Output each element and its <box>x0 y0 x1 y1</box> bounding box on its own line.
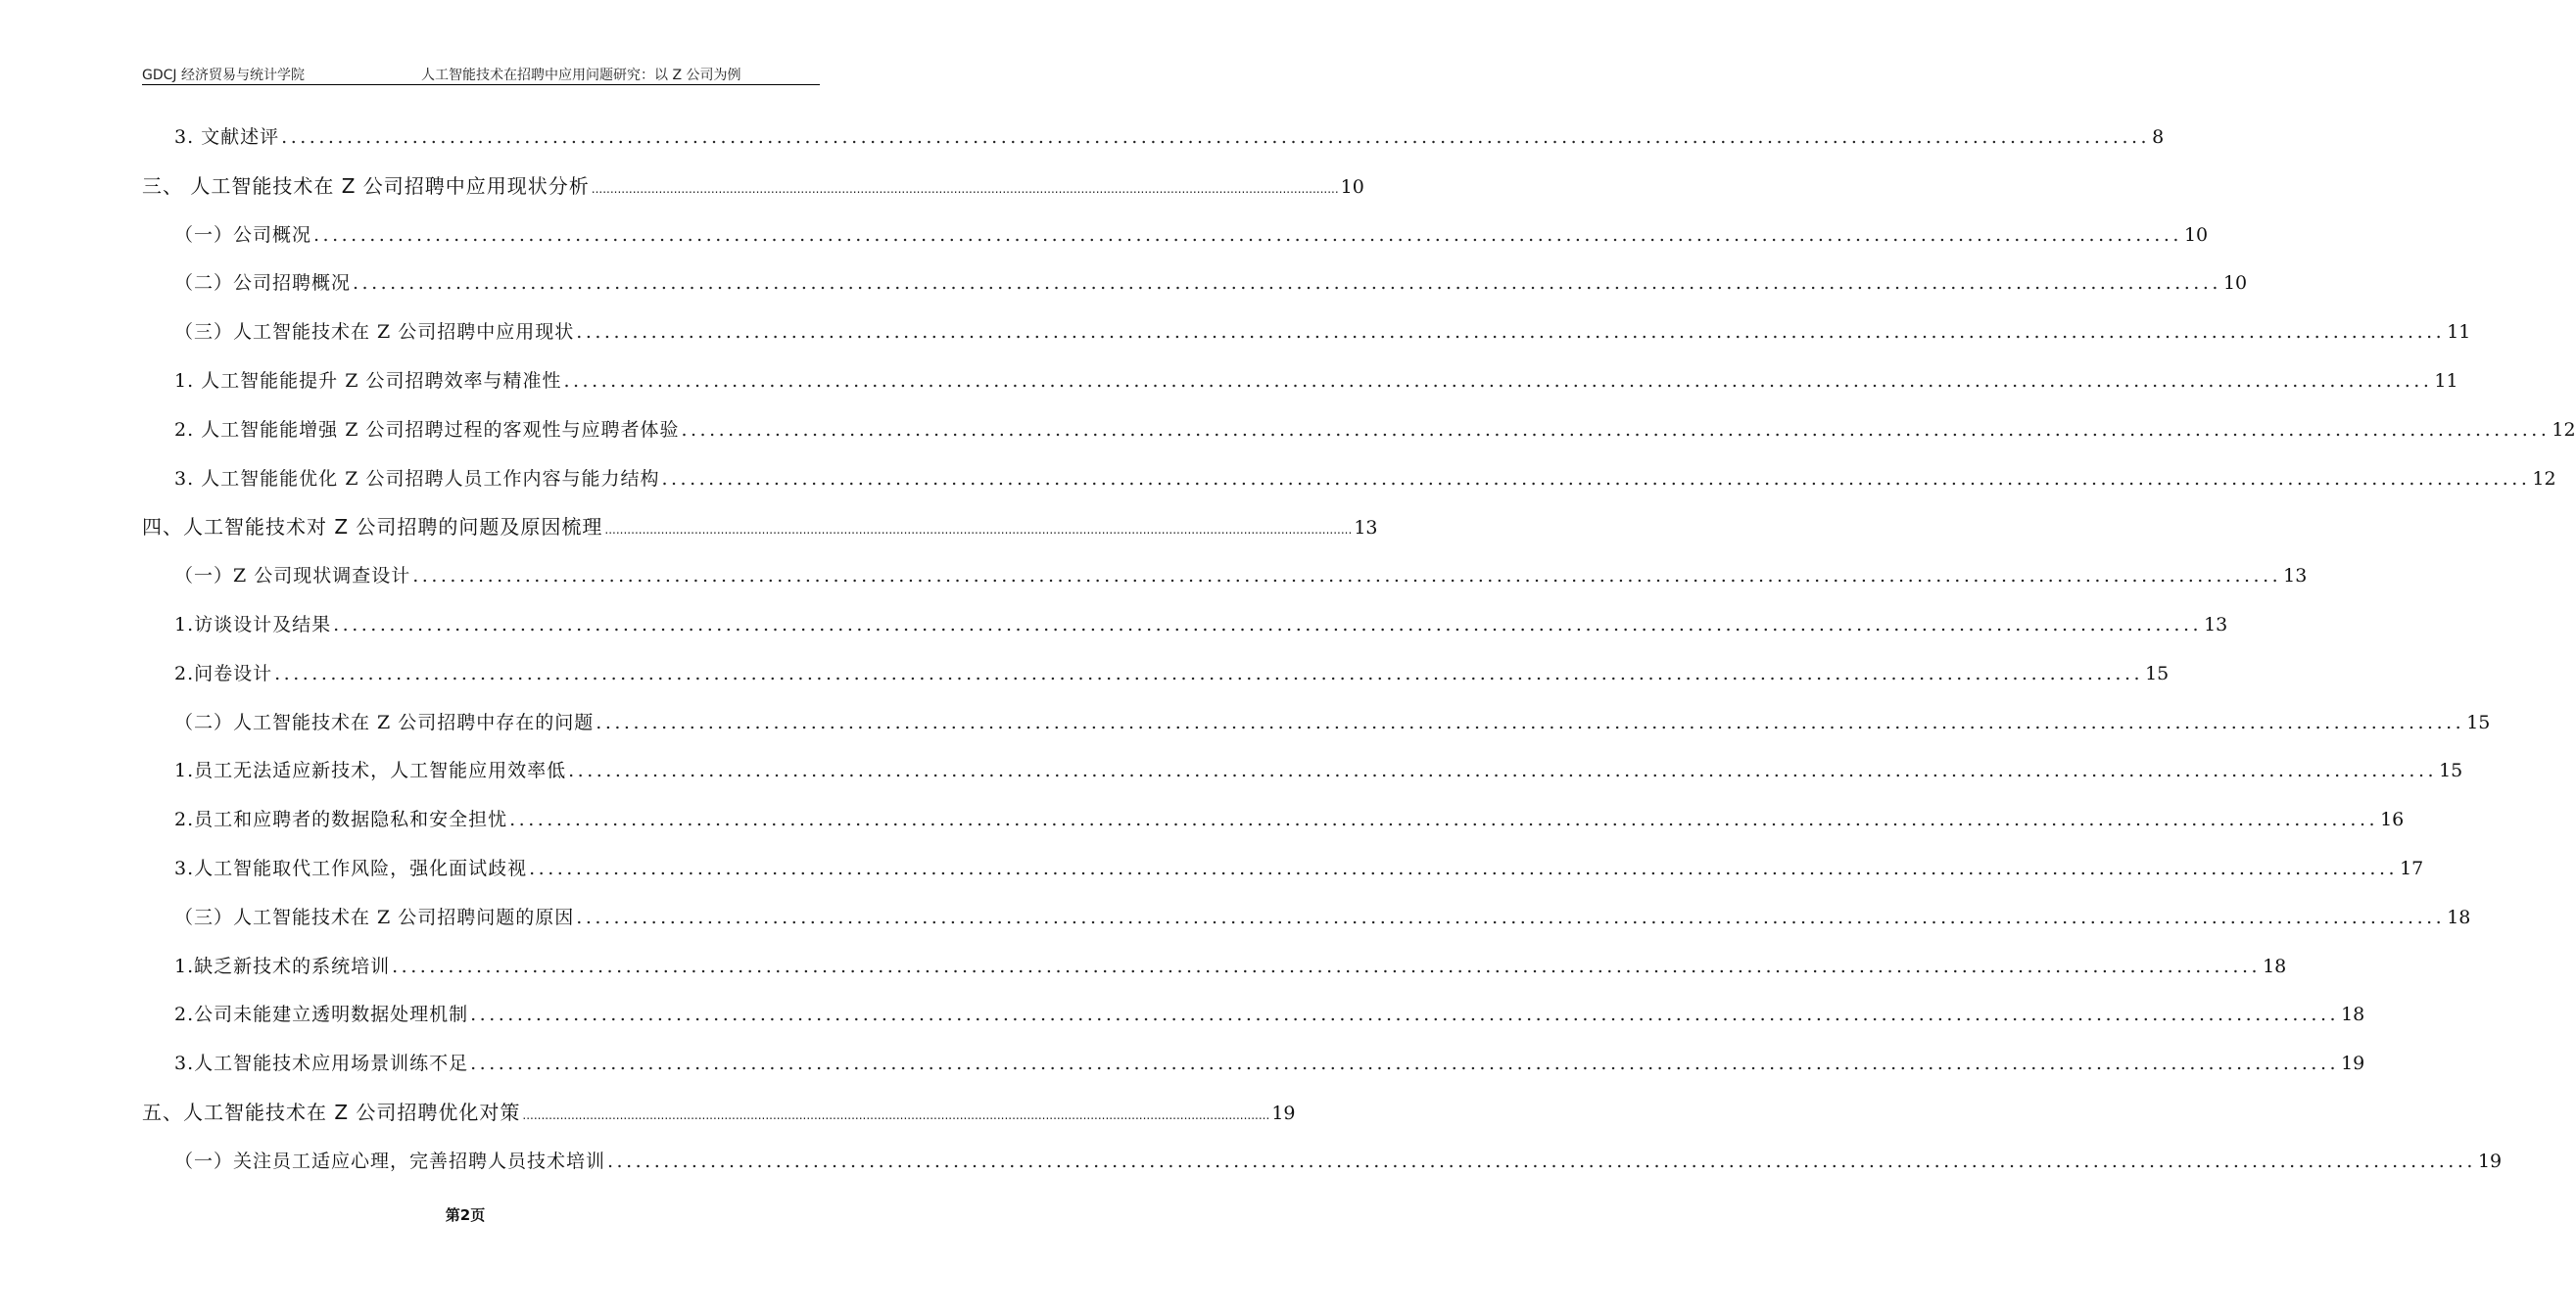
toc-leader-dots: ........................................................................................................................................................................................................ <box>568 760 2438 782</box>
toc-entry-title: 3. 文献述评 <box>174 126 280 148</box>
toc-entry[interactable] <box>174 561 2308 590</box>
toc-entry-title: （二）公司招聘概况 <box>174 272 352 295</box>
toc-leader-dots: ........................................................................................................................................................................................................ <box>529 858 2399 879</box>
toc-entry[interactable] <box>174 1147 2503 1176</box>
toc-entry-page-number: 16 <box>2380 809 2405 831</box>
page-header <box>142 65 820 85</box>
toc-entry-page-number: 18 <box>2341 1004 2365 1026</box>
toc-entry-title: （一）公司概况 <box>174 223 312 246</box>
toc-leader-dots: ........................................................................................................................................................................................................ <box>681 418 2551 441</box>
toc-entry[interactable] <box>174 1000 2365 1029</box>
toc-entry-title: （一）关注员工适应心理，完善招聘人员技术培训 <box>174 1150 606 1172</box>
toc-leader-dots: ........................................................................................................................................................................................................ <box>576 321 2446 344</box>
toc-entry[interactable] <box>174 220 2209 250</box>
toc-entry-title: （三）人工智能技术在 Z 公司招聘问题的原因 <box>174 906 575 928</box>
toc-entry-title: 1.员工无法适应新技术，人工智能应用效率低 <box>174 760 567 782</box>
toc-entry-page-number: 15 <box>2145 662 2170 684</box>
toc-entry[interactable] <box>174 708 2491 737</box>
toc-entry[interactable] <box>174 464 2556 494</box>
toc-entry-page-number: 18 <box>2447 906 2471 928</box>
toc-entry-title: 3. 人工智能能优化 Z 公司招聘人员工作内容与能力结构 <box>174 467 660 490</box>
toc-leader-dots: ........................................................................................................................................................................................................ <box>470 1053 2340 1075</box>
toc-leader-dots: ........................................................................................................................................................................................................ <box>470 1004 2340 1026</box>
toc-entry[interactable] <box>174 122 2165 152</box>
toc-entry[interactable] <box>174 415 2576 445</box>
toc-entry-page-number: 13 <box>2283 565 2308 588</box>
toc-leader-dots: ........................................................................................................................................................................................................ <box>607 1150 2476 1172</box>
toc-entry-page-number: 11 <box>2434 370 2458 392</box>
toc-entry[interactable] <box>174 805 2405 834</box>
toc-entry-page-number: 11 <box>2447 321 2471 344</box>
page-number: 第2页 <box>445 1206 486 1224</box>
toc-entry-title: 1. 人工智能能提升 Z 公司招聘效率与精准性 <box>174 370 562 392</box>
toc-entry-title: 3.人工智能技术应用场景训练不足 <box>174 1053 469 1075</box>
toc-entry[interactable] <box>174 659 2170 688</box>
toc-entry-page-number: 10 <box>1340 175 1364 198</box>
toc-entry-title: 四、人工智能技术对 Z 公司招聘的问题及原因梳理 <box>142 515 603 540</box>
toc-entry-title: （一）Z 公司现状调查设计 <box>174 565 411 588</box>
toc-entry[interactable] <box>174 903 2471 932</box>
toc-entry-page-number: 10 <box>2183 223 2209 246</box>
toc-leader-dots: ........................................................................................................................................................................................................ <box>596 711 2465 733</box>
toc-entry-page-number: 18 <box>2263 955 2287 977</box>
toc-entry-page-number: 13 <box>2204 614 2228 635</box>
toc-entry-title: 2.公司未能建立透明数据处理机制 <box>174 1004 469 1026</box>
toc-leader-dots: ........................................................................................................................................................................................................ <box>353 272 2221 295</box>
toc-entry-title: 1.缺乏新技术的系统培训 <box>174 955 391 977</box>
toc-entry-page-number: 10 <box>2222 272 2248 295</box>
toc-entry[interactable] <box>174 1049 2365 1078</box>
header-document-title: 人工智能技术在招聘中应用问题研究：以 Z 公司为例 <box>421 68 741 83</box>
toc-entry-title: 2.问卷设计 <box>174 662 273 684</box>
toc-leader-dots: ........................................................................................................................................................................................................ <box>591 181 1339 196</box>
toc-entry-page-number: 8 <box>2152 126 2165 148</box>
toc-leader-dots: ........................................................................................................................................................................................................ <box>333 614 2203 635</box>
toc-entry[interactable] <box>174 268 2248 298</box>
toc-entry[interactable] <box>174 756 2463 785</box>
toc-entry-page-number: 15 <box>2466 711 2491 733</box>
toc-entry-page-number: 19 <box>1271 1103 1296 1124</box>
toc-leader-dots: ........................................................................................................................................................................................................ <box>509 809 2379 831</box>
toc-entry[interactable] <box>174 317 2471 347</box>
toc-entry-page-number: 13 <box>1354 517 1378 540</box>
toc-entry-title: 1.访谈设计及结果 <box>174 614 332 635</box>
toc-entry-page-number: 15 <box>2439 760 2463 782</box>
toc-entry-title: 五、人工智能技术在 Z 公司招聘优化对策 <box>142 1101 521 1124</box>
toc-leader-dots: ........................................................................................................................................................................................................ <box>313 223 2182 246</box>
toc-leader-dots: ........................................................................................................................................................................................................ <box>392 955 2262 977</box>
toc-entry[interactable] <box>174 952 2287 981</box>
toc-entry-page-number: 12 <box>2552 418 2576 441</box>
toc-entry-title: 2. 人工智能能增强 Z 公司招聘过程的客观性与应聘者体验 <box>174 418 680 441</box>
toc-entry[interactable] <box>142 512 1378 541</box>
toc-entry-title: （二）人工智能技术在 Z 公司招聘中存在的问题 <box>174 711 595 733</box>
toc-leader-dots: ........................................................................................................................................................................................................ <box>604 523 1353 538</box>
toc-entry-title: 3.人工智能取代工作风险，强化面试歧视 <box>174 858 528 879</box>
toc-entry-title: 三、 人工智能技术在 Z 公司招聘中应用现状分析 <box>142 173 590 198</box>
toc-entry[interactable] <box>142 171 1364 201</box>
toc-entry[interactable] <box>142 1098 1296 1127</box>
toc-entry-page-number: 19 <box>2341 1053 2365 1075</box>
toc-entry[interactable] <box>174 854 2424 883</box>
toc-leader-dots: ........................................................................................................................................................................................................ <box>522 1108 1270 1122</box>
toc-entry[interactable] <box>174 610 2228 639</box>
header-institution: GDCJ 经济贸易与统计学院 <box>142 68 305 83</box>
toc-leader-dots: ........................................................................................................................................................................................................ <box>274 662 2144 684</box>
toc-leader-dots: ........................................................................................................................................................................................................ <box>576 906 2446 928</box>
toc-entry-title: （三）人工智能技术在 Z 公司招聘中应用现状 <box>174 321 575 344</box>
toc-entry-page-number: 17 <box>2400 858 2424 879</box>
toc-leader-dots: ........................................................................................................................................................................................................ <box>563 370 2433 392</box>
toc-entry-title: 2.员工和应聘者的数据隐私和安全担忧 <box>174 809 508 831</box>
toc-entry-page-number: 12 <box>2532 467 2556 490</box>
toc-leader-dots: ........................................................................................................................................................................................................ <box>281 126 2151 148</box>
toc-entry-page-number: 19 <box>2477 1150 2503 1172</box>
toc-leader-dots: ........................................................................................................................................................................................................ <box>412 565 2282 588</box>
toc-leader-dots: ........................................................................................................................................................................................................ <box>661 467 2531 490</box>
toc-entry[interactable] <box>174 366 2458 396</box>
